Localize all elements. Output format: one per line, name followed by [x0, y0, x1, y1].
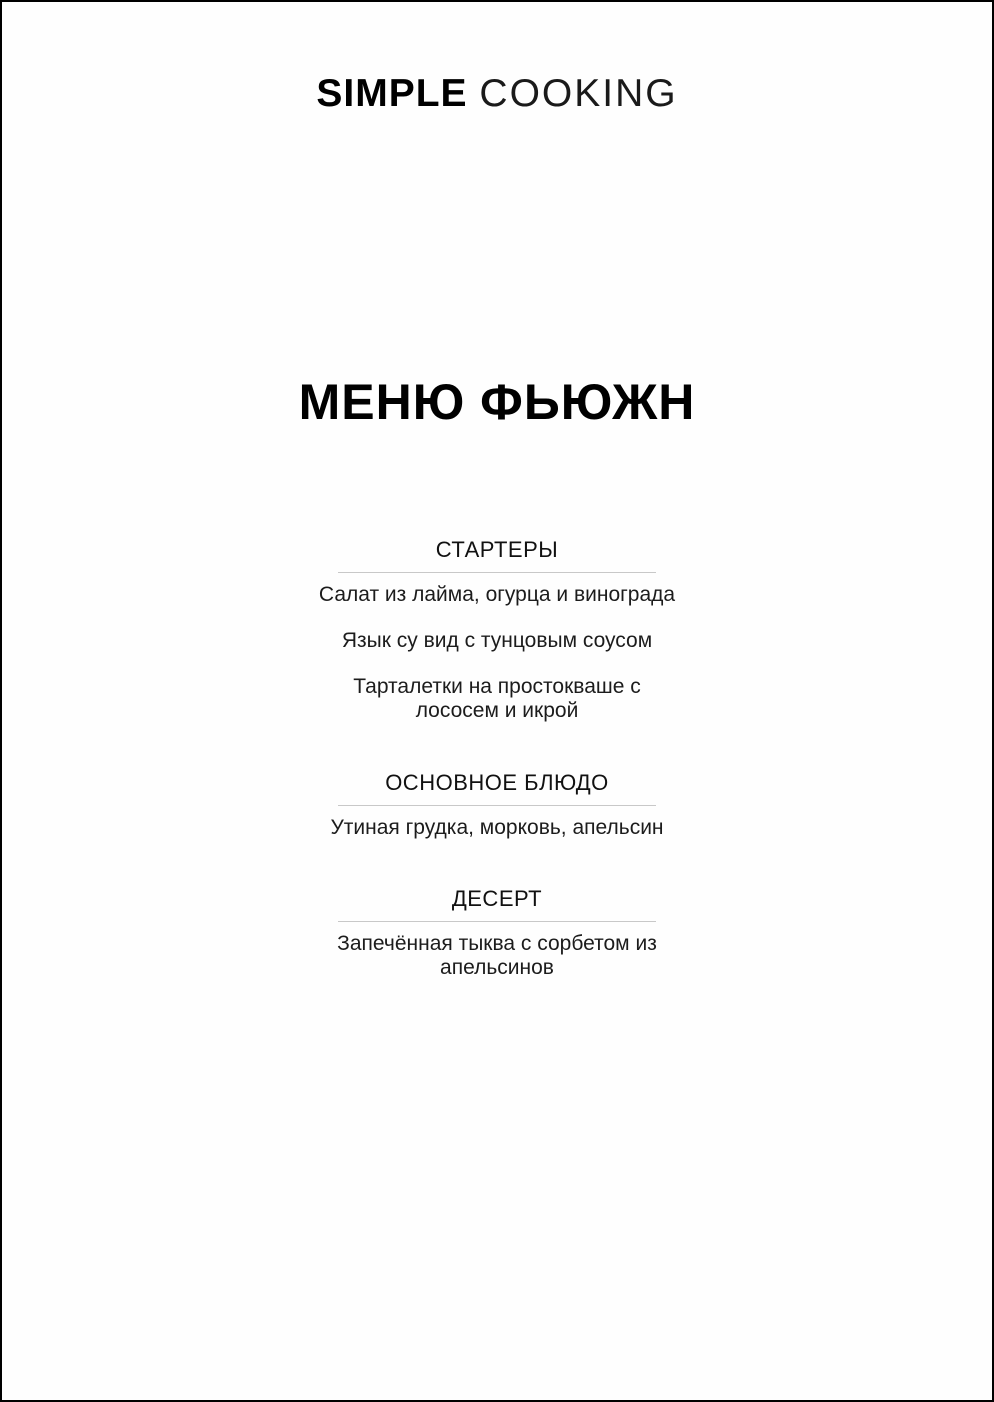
- dish-item: [277, 816, 717, 840]
- dish-name: Запечённая тыква с сорбетом из: [337, 932, 657, 955]
- section-heading-dessert: ДЕСЕРТ: [338, 885, 656, 922]
- section-dessert: [2, 885, 992, 1002]
- section-heading-starters: СТАРТЕРЫ: [338, 536, 656, 573]
- brand-word-simple: SIMPLE: [316, 72, 468, 115]
- section-heading-main-course: ОСНОВНОЕ БЛЮДО: [338, 769, 656, 806]
- dish-name: Язык су вид с тунцовым соусом: [341, 629, 653, 652]
- dish-name-continued: апельсинов: [440, 956, 554, 979]
- dish-name-continued: лососем и икрой: [415, 699, 579, 722]
- dish-item: [277, 932, 717, 980]
- dish-name: Салат из лайма, огурца и винограда: [318, 583, 676, 606]
- brand-word-cooking: COOKING: [479, 72, 678, 115]
- dish-name: Тарталетки на простокваше с: [353, 675, 641, 698]
- dish-item: [277, 675, 717, 723]
- dish-item: [277, 583, 717, 607]
- brand-logo: [2, 72, 992, 116]
- dish-item: [277, 629, 717, 653]
- menu-title: МЕНЮ ФЬЮЖН: [298, 374, 696, 430]
- section-starters: [2, 536, 992, 745]
- section-main-course: [2, 769, 992, 862]
- dish-name: Утиная грудка, морковь, апельсин: [330, 816, 664, 839]
